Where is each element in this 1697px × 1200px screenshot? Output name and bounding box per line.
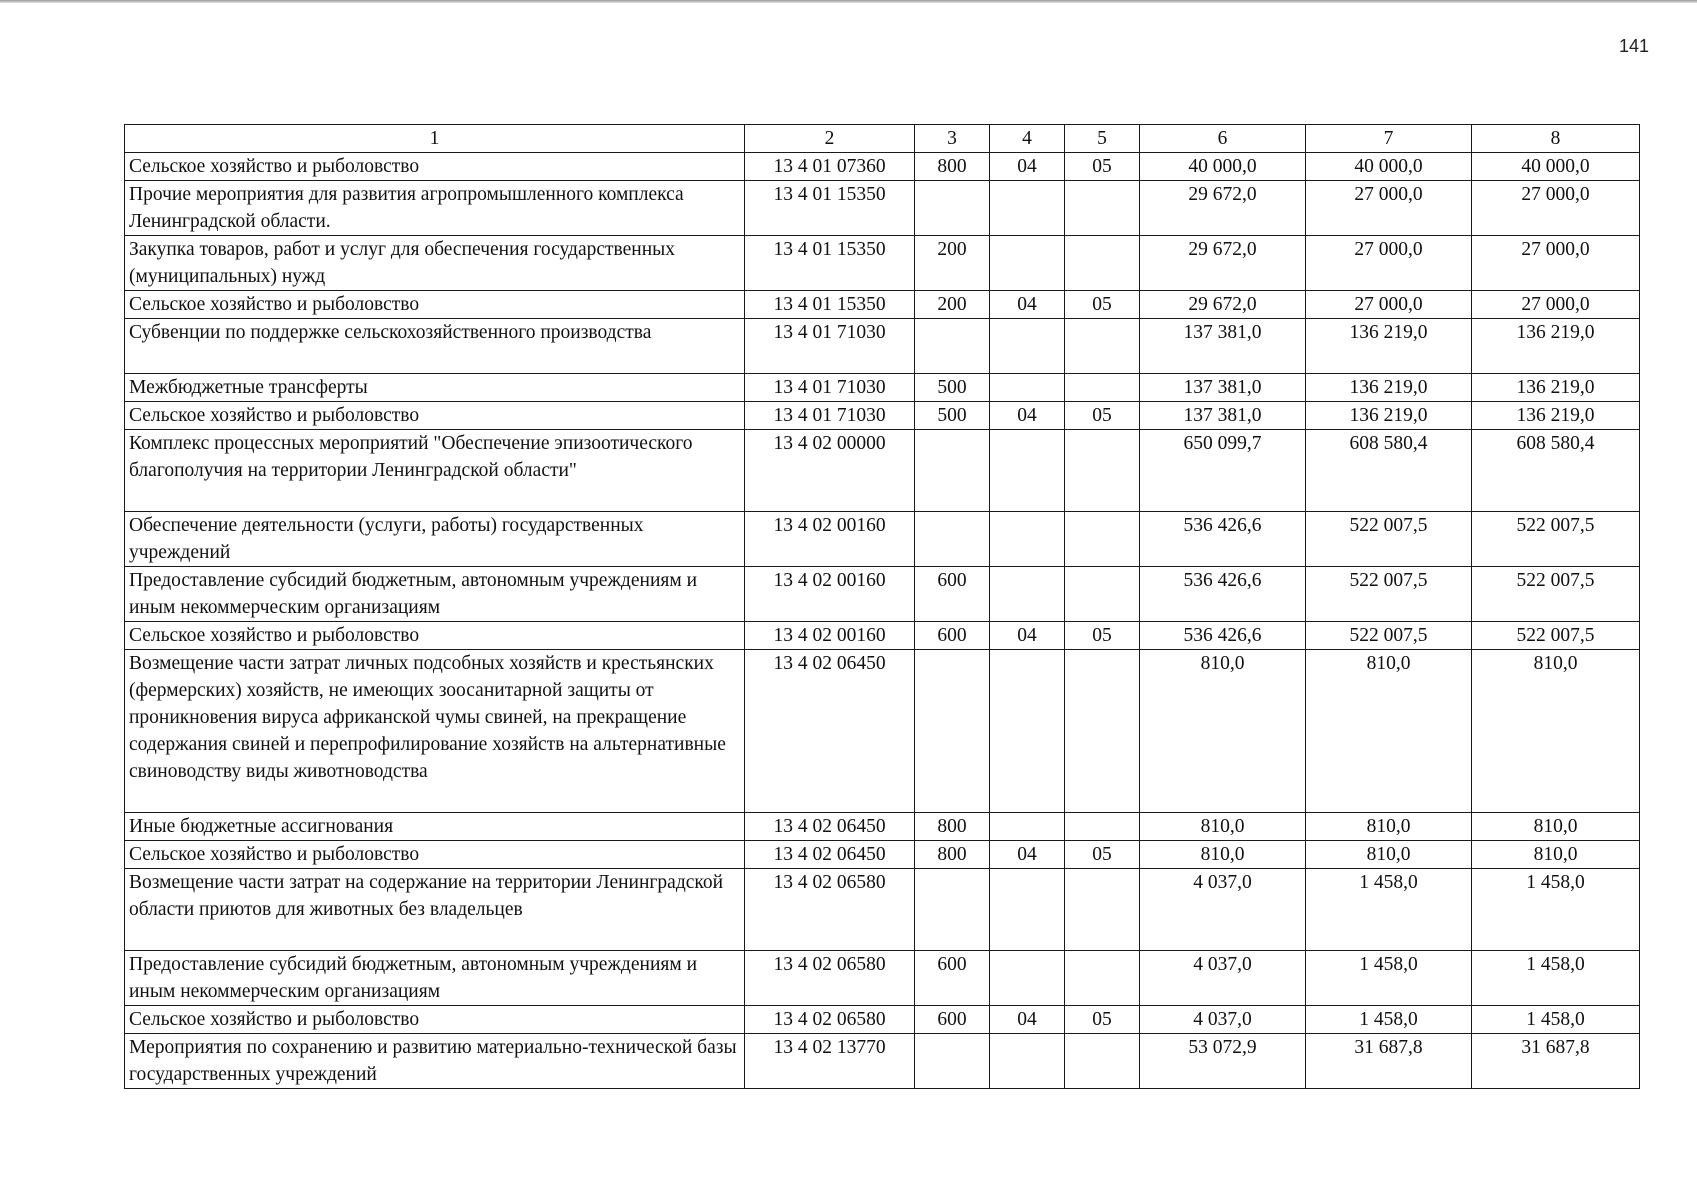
amount-col8: 522 007,5 [1472,512,1640,567]
amount-col6: 29 672,0 [1140,181,1306,236]
row-name: Иные бюджетные ассигнования [125,813,745,841]
amount-col8: 1 458,0 [1472,1006,1640,1034]
section [990,650,1065,813]
target-code: 13 4 01 71030 [745,374,915,402]
amount-col6: 810,0 [1140,813,1306,841]
amount-col7: 136 219,0 [1306,319,1472,374]
section: 04 [990,622,1065,650]
row-name: Мероприятия по сохранению и развитию материально-технической базы государственных учреждений [125,1034,745,1089]
amount-col7: 40 000,0 [1306,153,1472,181]
expense-type: 800 [915,153,990,181]
section [990,813,1065,841]
table-row [125,650,1640,813]
subsection [1065,567,1140,622]
subsection [1065,319,1140,374]
row-name: Сельское хозяйство и рыболовство [125,153,745,181]
amount-col6: 4 037,0 [1140,951,1306,1006]
amount-col8: 27 000,0 [1472,236,1640,291]
amount-col8: 31 687,8 [1472,1034,1640,1089]
column-header: 7 [1306,125,1472,153]
expense-type: 200 [915,291,990,319]
section [990,430,1065,512]
target-code: 13 4 01 15350 [745,291,915,319]
amount-col7: 522 007,5 [1306,622,1472,650]
expense-type [915,319,990,374]
table-row [125,813,1640,841]
amount-col8: 608 580,4 [1472,430,1640,512]
table-row [125,374,1640,402]
amount-col7: 27 000,0 [1306,291,1472,319]
expense-type: 600 [915,567,990,622]
amount-col8: 1 458,0 [1472,951,1640,1006]
target-code: 13 4 02 06580 [745,1006,915,1034]
column-header: 6 [1140,125,1306,153]
column-header: 3 [915,125,990,153]
table-row [125,1034,1640,1089]
target-code: 13 4 02 06450 [745,650,915,813]
row-name: Предоставление субсидий бюджетным, автономным учреждениям и иным некоммерческим организациям [125,567,745,622]
amount-col7: 810,0 [1306,841,1472,869]
amount-col6: 650 099,7 [1140,430,1306,512]
row-name: Сельское хозяйство и рыболовство [125,291,745,319]
row-name: Возмещение части затрат личных подсобных хозяйств и крестьянских (фермерских) хозяйств, не имеющих зоосанитарной защиты от проникновения вируса африканской чумы свиней, на прекращение содержания свиней и перепрофилирование хозяйств на альтернативные свиноводству виды животноводства [125,650,745,813]
expense-type: 800 [915,813,990,841]
expense-type: 600 [915,1006,990,1034]
expense-type [915,512,990,567]
row-name: Возмещение части затрат на содержание на территории Ленинградской области приютов для животных без владельцев [125,869,745,951]
amount-col8: 136 219,0 [1472,374,1640,402]
section [990,319,1065,374]
table-row [125,951,1640,1006]
amount-col8: 810,0 [1472,650,1640,813]
amount-col8: 136 219,0 [1472,402,1640,430]
section [990,512,1065,567]
table-row [125,841,1640,869]
amount-col7: 1 458,0 [1306,951,1472,1006]
expense-type: 500 [915,402,990,430]
row-name: Субвенции по поддержке сельскохозяйственного производства [125,319,745,374]
header-row [125,125,1640,153]
target-code: 13 4 02 00160 [745,512,915,567]
amount-col7: 522 007,5 [1306,567,1472,622]
amount-col7: 1 458,0 [1306,1006,1472,1034]
column-header: 4 [990,125,1065,153]
section: 04 [990,841,1065,869]
budget-table [124,124,1640,1089]
amount-col6: 536 426,6 [1140,622,1306,650]
row-name: Закупка товаров, работ и услуг для обеспечения государственных (муниципальных) нужд [125,236,745,291]
table-row [125,430,1640,512]
subsection [1065,512,1140,567]
amount-col7: 810,0 [1306,650,1472,813]
amount-col6: 536 426,6 [1140,567,1306,622]
amount-col6: 4 037,0 [1140,1006,1306,1034]
expense-type: 200 [915,236,990,291]
column-header: 2 [745,125,915,153]
expense-type [915,869,990,951]
subsection [1065,374,1140,402]
subsection: 05 [1065,291,1140,319]
row-name: Сельское хозяйство и рыболовство [125,402,745,430]
target-code: 13 4 02 13770 [745,1034,915,1089]
amount-col6: 29 672,0 [1140,291,1306,319]
target-code: 13 4 02 06580 [745,869,915,951]
row-name: Предоставление субсидий бюджетным, автономным учреждениям и иным некоммерческим организациям [125,951,745,1006]
section [990,1034,1065,1089]
table-row [125,291,1640,319]
target-code: 13 4 01 15350 [745,236,915,291]
row-name: Комплекс процессных мероприятий "Обеспечение эпизоотического благополучия на территории Ленинградской области" [125,430,745,512]
amount-col7: 27 000,0 [1306,181,1472,236]
column-header: 5 [1065,125,1140,153]
section [990,869,1065,951]
section: 04 [990,1006,1065,1034]
amount-col8: 522 007,5 [1472,567,1640,622]
amount-col6: 810,0 [1140,841,1306,869]
table-row [125,512,1640,567]
subsection: 05 [1065,402,1140,430]
target-code: 13 4 02 00000 [745,430,915,512]
amount-col7: 810,0 [1306,813,1472,841]
amount-col7: 522 007,5 [1306,512,1472,567]
table-row [125,402,1640,430]
table-row [125,869,1640,951]
amount-col7: 1 458,0 [1306,869,1472,951]
amount-col7: 27 000,0 [1306,236,1472,291]
amount-col6: 810,0 [1140,650,1306,813]
table-row [125,153,1640,181]
column-header: 1 [125,125,745,153]
amount-col6: 29 672,0 [1140,236,1306,291]
target-code: 13 4 01 07360 [745,153,915,181]
row-name: Прочие мероприятия для развития агропромышленного комплекса Ленинградской области. [125,181,745,236]
subsection [1065,951,1140,1006]
column-header: 8 [1472,125,1640,153]
section: 04 [990,402,1065,430]
amount-col8: 810,0 [1472,813,1640,841]
table-row [125,236,1640,291]
amount-col8: 522 007,5 [1472,622,1640,650]
subsection [1065,813,1140,841]
amount-col8: 27 000,0 [1472,291,1640,319]
table-row [125,622,1640,650]
row-name: Межбюджетные трансферты [125,374,745,402]
section [990,374,1065,402]
expense-type [915,430,990,512]
subsection [1065,650,1140,813]
amount-col6: 40 000,0 [1140,153,1306,181]
target-code: 13 4 02 00160 [745,567,915,622]
amount-col6: 137 381,0 [1140,374,1306,402]
table-row [125,319,1640,374]
amount-col6: 53 072,9 [1140,1034,1306,1089]
expense-type [915,650,990,813]
expense-type: 500 [915,374,990,402]
amount-col7: 608 580,4 [1306,430,1472,512]
table-row [125,1006,1640,1034]
amount-col6: 137 381,0 [1140,319,1306,374]
amount-col6: 536 426,6 [1140,512,1306,567]
section [990,236,1065,291]
subsection: 05 [1065,1006,1140,1034]
target-code: 13 4 01 71030 [745,319,915,374]
target-code: 13 4 02 06450 [745,813,915,841]
subsection [1065,236,1140,291]
subsection: 05 [1065,841,1140,869]
subsection [1065,1034,1140,1089]
row-name: Обеспечение деятельности (услуги, работы) государственных учреждений [125,512,745,567]
expense-type: 600 [915,622,990,650]
subsection: 05 [1065,153,1140,181]
target-code: 13 4 02 06450 [745,841,915,869]
section [990,951,1065,1006]
subsection [1065,430,1140,512]
row-name: Сельское хозяйство и рыболовство [125,841,745,869]
amount-col8: 136 219,0 [1472,319,1640,374]
subsection [1065,181,1140,236]
expense-type: 800 [915,841,990,869]
amount-col7: 136 219,0 [1306,402,1472,430]
amount-col8: 1 458,0 [1472,869,1640,951]
subsection: 05 [1065,622,1140,650]
amount-col8: 27 000,0 [1472,181,1640,236]
section [990,567,1065,622]
section: 04 [990,291,1065,319]
amount-col6: 137 381,0 [1140,402,1306,430]
amount-col8: 40 000,0 [1472,153,1640,181]
table-row [125,567,1640,622]
amount-col8: 810,0 [1472,841,1640,869]
subsection [1065,869,1140,951]
row-name: Сельское хозяйство и рыболовство [125,622,745,650]
amount-col7: 31 687,8 [1306,1034,1472,1089]
amount-col7: 136 219,0 [1306,374,1472,402]
amount-col6: 4 037,0 [1140,869,1306,951]
expense-type [915,181,990,236]
expense-type [915,1034,990,1089]
target-code: 13 4 02 00160 [745,622,915,650]
section [990,181,1065,236]
table-row [125,181,1640,236]
row-name: Сельское хозяйство и рыболовство [125,1006,745,1034]
target-code: 13 4 01 15350 [745,181,915,236]
expense-type: 600 [915,951,990,1006]
section: 04 [990,153,1065,181]
page-number: 141 [1618,36,1649,56]
scan-edge [0,0,1697,3]
target-code: 13 4 02 06580 [745,951,915,1006]
target-code: 13 4 01 71030 [745,402,915,430]
